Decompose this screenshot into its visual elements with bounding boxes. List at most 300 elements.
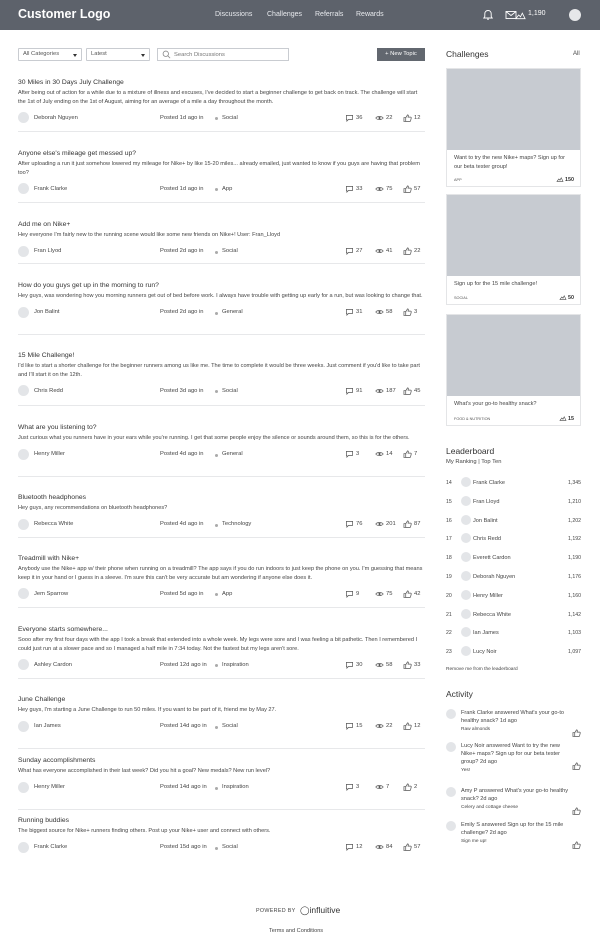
topic-author[interactable]: Jon Balint [34, 309, 60, 316]
category-dot [215, 593, 218, 596]
leaderboard-name[interactable]: Deborah Nguyen [473, 574, 516, 580]
comment-icon [345, 387, 354, 395]
topic-category[interactable]: Social [222, 844, 238, 851]
topic-category[interactable]: Social [222, 387, 238, 394]
search-icon [162, 50, 171, 59]
topic-excerpt: Sooo after my first four days with the app I took a break that extended into a whole week. My legs were sore and I was feeling a bit pathetic. Then I remembered I could just run at a slower pace and so I managed a half mile in 7:34 today. Not the fastest but my legs aren't sore. [18, 637, 418, 652]
activity-text[interactable] [461, 821, 575, 846]
topic-item[interactable] [18, 424, 425, 461]
chevron-down-icon [73, 54, 77, 57]
topic-author[interactable]: Ashley Cardon [34, 661, 73, 668]
view-count-value: 58 [386, 309, 393, 316]
sort-select-value: Latest [91, 51, 107, 57]
thumbs-up-icon [403, 308, 412, 316]
challenge-text: Want to try the new Nike+ maps? Sign up for our beta tester group! [454, 155, 565, 170]
user-points: 1,190 [528, 10, 546, 17]
avatar[interactable] [18, 112, 29, 123]
challenge-points-value: 150 [565, 177, 574, 183]
leaderboard-name[interactable]: Everett Cardon [473, 555, 511, 562]
leaderboard-tabs[interactable]: My Ranking | Top Ten [446, 459, 502, 465]
comment-icon [345, 722, 354, 730]
view-count-value: 14 [386, 451, 393, 458]
challenges-all-link[interactable]: All [573, 51, 580, 57]
topic-posted: Posted 14d ago in [160, 784, 207, 791]
activity-description: Lucy Noir answered Want to try the new Nike+ maps? Sign up for our beta tester group? 2d ago [461, 743, 561, 765]
comment-count[interactable] [356, 591, 359, 597]
topic-category[interactable]: General [222, 451, 243, 458]
eye-icon [375, 520, 384, 528]
terms-link[interactable]: Terms and Conditions [269, 928, 324, 934]
activity-text[interactable] [461, 787, 575, 812]
like-count[interactable] [414, 723, 420, 729]
category-dot [215, 390, 218, 393]
comment-count[interactable] [356, 115, 362, 121]
topic-meta [18, 112, 425, 124]
topic-posted: Posted 1d ago in [160, 114, 204, 121]
topic-item[interactable] [18, 696, 425, 733]
like-count-value: 87 [414, 521, 421, 528]
topic-item[interactable] [18, 221, 425, 258]
topic-author[interactable]: Jem Sparrow [34, 590, 69, 597]
leaderboard-rank: 17 [446, 536, 452, 543]
avatar[interactable] [18, 385, 29, 396]
nav-rewards[interactable]: Rewards [356, 11, 384, 18]
topic-title[interactable]: How do you guys get up in the morning to run? [18, 282, 159, 289]
points-icon [556, 176, 564, 182]
leaderboard-row[interactable] [446, 552, 581, 564]
leaderboard-score: 1,160 [568, 592, 581, 599]
topic-author[interactable]: Frank Clarke [34, 844, 68, 851]
topic-excerpt: The biggest source for Nike+ runners finding others. Post up your Nike+ user and connect with others. [18, 828, 271, 834]
topic-category[interactable]: Social [222, 248, 238, 255]
topic-category[interactable]: App [222, 185, 233, 192]
influitive-logo-text: influitive [309, 905, 341, 915]
topic-posted: Posted 3d ago in [160, 387, 204, 394]
topic-item[interactable] [18, 626, 425, 671]
leaderboard-rank: 21 [446, 611, 452, 618]
avatar[interactable] [18, 183, 29, 194]
view-count-value: 58 [386, 661, 393, 668]
thumbs-up-icon [403, 520, 412, 528]
like-count[interactable] [414, 662, 420, 668]
topic-category[interactable]: Inspiration [222, 784, 249, 791]
thumbs-up-icon [403, 722, 412, 730]
influitive-logo: ◯influitive [300, 905, 341, 915]
like-count-value: 22 [414, 248, 421, 255]
comment-count[interactable] [356, 451, 359, 457]
topic-author[interactable]: Fran Llyod [34, 248, 62, 255]
like-count[interactable] [414, 591, 420, 597]
topic-author[interactable]: Deborah Nguyen [34, 114, 78, 121]
chevron-down-icon [141, 54, 145, 57]
challenge-tag: FOOD & NUTRITION [454, 417, 491, 421]
view-count [386, 115, 392, 121]
avatar[interactable] [461, 552, 471, 562]
topic-title[interactable]: Everyone starts somewhere... [18, 626, 108, 633]
topic-posted: Posted 2d ago in [160, 309, 204, 316]
thumbs-up-icon [403, 843, 412, 851]
avatar[interactable] [18, 307, 29, 318]
view-count-value: 7 [386, 784, 390, 791]
topic-item[interactable] [18, 79, 425, 124]
topic-posted: Posted 14d ago in [160, 723, 207, 730]
topic-title[interactable]: 30 Miles in 30 Days July Challenge [18, 79, 124, 86]
comment-count[interactable] [356, 723, 362, 729]
comment-count[interactable] [356, 186, 362, 192]
search-input[interactable] [157, 48, 289, 61]
view-count-value: 22 [386, 723, 393, 730]
avatar[interactable] [446, 742, 456, 752]
challenge-tag: APP [454, 178, 462, 182]
topic-title[interactable]: What are you listening to? [18, 424, 97, 431]
topic-divider [18, 334, 425, 335]
category-dot [215, 726, 218, 729]
topic-title[interactable]: Treadmill with Nike+ [18, 555, 80, 562]
eye-icon [375, 661, 384, 669]
new-topic-button[interactable]: + New Topic [377, 48, 425, 61]
view-count [386, 186, 392, 192]
leaderboard-rank: 23 [446, 649, 452, 656]
leaderboard-rank: 22 [446, 630, 452, 637]
topic-author[interactable]: Chris Redd [34, 387, 63, 394]
view-count [386, 248, 392, 254]
topic-title[interactable]: Bluetooth headphones [18, 494, 87, 501]
topic-title[interactable]: Sunday accomplishments [18, 757, 96, 764]
leaderboard-score: 1,142 [568, 611, 581, 618]
leaderboard-name[interactable]: Jon Balint [473, 517, 498, 524]
leaderboard-row[interactable] [446, 571, 581, 583]
leaderboard-row[interactable] [446, 496, 581, 508]
avatar[interactable] [461, 477, 471, 487]
topic-author[interactable]: Rebecca White [34, 521, 74, 528]
comment-icon [345, 843, 354, 851]
challenge-text: What's your go-to healthy snack? [454, 401, 537, 407]
avatar[interactable] [18, 449, 29, 460]
activity-text[interactable] [461, 742, 575, 775]
leaderboard-name[interactable]: Chris Redd [473, 536, 501, 543]
comment-icon [345, 185, 354, 193]
eye-icon [375, 247, 384, 255]
like-count-value: 57 [414, 185, 421, 192]
avatar[interactable] [446, 787, 456, 797]
topic-divider [18, 263, 425, 264]
topic-title[interactable]: 15 Mile Challenge! [18, 352, 75, 359]
leaderboard-row[interactable] [446, 627, 581, 639]
challenge-image [447, 195, 580, 276]
leaderboard-row[interactable] [446, 515, 581, 527]
activity-heading: Activity [446, 689, 473, 699]
leaderboard-score: 1,176 [568, 574, 581, 580]
comment-count-value: 30 [356, 661, 363, 668]
topic-divider [18, 678, 425, 679]
challenge-points [556, 176, 574, 183]
like-count[interactable] [414, 248, 420, 254]
topic-meta [18, 183, 425, 195]
comment-count-value: 31 [356, 309, 363, 316]
topic-author[interactable]: Henry Miller [34, 784, 65, 791]
avatar[interactable] [18, 246, 29, 257]
comment-count-value: 27 [356, 248, 363, 255]
points-icon [559, 294, 567, 300]
like-count-value: 3 [414, 309, 418, 316]
leaderboard-rank: 16 [446, 517, 452, 524]
customer-logo[interactable]: Customer Logo [18, 7, 111, 21]
like-count[interactable] [414, 115, 420, 121]
comment-count[interactable] [356, 309, 362, 315]
topic-item[interactable] [18, 555, 425, 600]
thumbs-up-icon [403, 661, 412, 669]
avatar[interactable] [461, 627, 471, 637]
topic-excerpt: I'd like to start a shorter challenge for the beginner runners among us like me. The time to complete it would be three weeks. Just comment if you'd like to take part and I'll start it on the 12th. [18, 363, 420, 378]
like-count[interactable] [414, 388, 420, 394]
avatar[interactable] [18, 659, 29, 670]
topic-category[interactable]: Social [222, 114, 238, 121]
topic-excerpt: Hey everyone I'm fairly new to the running scene would like some new friends on Nike+! User: Fran_Lloyd [18, 232, 281, 238]
thumbs-up-icon[interactable] [572, 762, 581, 770]
like-count[interactable] [414, 844, 420, 850]
points-icon [515, 10, 526, 20]
topic-posted: Posted 5d ago in [160, 590, 204, 597]
avatar[interactable] [446, 821, 456, 831]
leaderboard-name[interactable]: Rebecca White [473, 611, 511, 618]
topic-title[interactable]: Running buddies [18, 817, 70, 824]
points-icon [559, 415, 567, 421]
comment-count-value: 91 [356, 387, 363, 394]
eye-icon [375, 185, 384, 193]
challenge-card[interactable] [446, 68, 581, 187]
topic-excerpt: Hey guys, was wondering how you morning runners get out of bed before work. I always have trouble with getting up early for a run, but was looking to change that. [18, 293, 423, 299]
challenge-image [447, 69, 580, 150]
comment-count-value: 15 [356, 723, 363, 730]
leaderboard-score: 1,210 [568, 498, 581, 505]
topic-posted: Posted 4d ago in [160, 521, 204, 528]
thumbs-up-icon [403, 450, 412, 458]
like-count[interactable] [414, 451, 417, 457]
topic-meta [18, 782, 425, 794]
comment-icon [345, 783, 354, 791]
eye-icon [375, 590, 384, 598]
view-count [386, 521, 396, 527]
comment-count-value: 33 [356, 185, 363, 192]
topic-category[interactable]: Technology [222, 521, 252, 528]
topic-item[interactable] [18, 352, 425, 397]
comment-icon [345, 590, 354, 598]
thumbs-up-icon [403, 387, 412, 395]
remove-from-leaderboard-link[interactable]: Remove me from the leaderboard [446, 667, 518, 672]
nav-discussions[interactable]: Discussions [215, 11, 253, 18]
like-count-value: 42 [414, 590, 421, 597]
view-count-value: 201 [386, 521, 396, 528]
topic-category[interactable]: App [222, 590, 233, 597]
leaderboard-row[interactable] [446, 609, 581, 621]
challenge-card[interactable] [446, 194, 581, 305]
topic-meta [18, 385, 425, 397]
leaderboard-row[interactable] [446, 590, 581, 602]
leaderboard-rank: 19 [446, 574, 452, 580]
topic-posted: Posted 12d ago in [160, 661, 207, 668]
leaderboard-name[interactable]: Fran Lloyd [473, 498, 500, 505]
eye-icon [375, 450, 384, 458]
avatar[interactable] [18, 519, 29, 530]
activity-answer: Yes! [461, 768, 471, 773]
view-count-value: 75 [386, 185, 393, 192]
topic-item[interactable] [18, 757, 425, 794]
like-count[interactable] [414, 784, 417, 790]
like-count-value: 45 [414, 387, 421, 394]
comment-count[interactable] [356, 662, 362, 668]
topic-item[interactable] [18, 282, 425, 319]
bell-icon[interactable] [482, 9, 494, 21]
leaderboard-name[interactable]: Ian James [473, 630, 499, 637]
topic-excerpt: After being out of action for a while due to a mixture of illness and excuses, I've decided to start a beginner challenge to get back on track. The challenge will start the 1st of July ending on the 1st of August, aiming for an average of a mile a day throughout the month. [18, 90, 418, 105]
topic-item[interactable] [18, 150, 425, 195]
comment-count-value: 3 [356, 784, 360, 791]
view-count [386, 451, 392, 457]
thumbs-up-icon [403, 783, 412, 791]
challenge-points [559, 415, 574, 422]
activity-text[interactable] [461, 709, 575, 734]
sort-select[interactable] [86, 48, 150, 61]
topic-divider [18, 202, 425, 203]
nav-referrals[interactable]: Referrals [315, 11, 344, 18]
topic-meta [18, 588, 425, 600]
topic-divider [18, 476, 425, 477]
avatar[interactable] [569, 9, 581, 21]
comment-icon [345, 450, 354, 458]
topic-item[interactable] [18, 494, 425, 531]
like-count-value: 57 [414, 844, 421, 851]
view-count-value: 22 [386, 114, 393, 121]
eye-icon [375, 114, 384, 122]
topic-divider [18, 537, 425, 538]
like-count-value: 12 [414, 723, 421, 730]
like-count[interactable] [414, 521, 420, 527]
topic-meta [18, 519, 425, 531]
eye-icon [375, 722, 384, 730]
avatar[interactable] [461, 515, 471, 525]
topic-category[interactable]: Inspiration [222, 661, 249, 668]
topic-title[interactable]: Anyone else's mileage get messed up? [18, 150, 137, 157]
topic-item[interactable] [18, 817, 425, 854]
view-count-value: 84 [386, 844, 393, 851]
category-dot [215, 664, 218, 667]
leaderboard-row[interactable] [446, 477, 581, 489]
view-count [386, 844, 392, 850]
view-count-value: 41 [386, 248, 393, 255]
activity-description: Amy P answered What's your go-to healthy snack? 2d ago [461, 788, 568, 802]
leaderboard-row[interactable] [446, 533, 581, 545]
challenge-points [559, 294, 574, 301]
topic-meta [18, 842, 425, 854]
topic-author[interactable]: Ian James [34, 723, 61, 730]
comment-count[interactable] [356, 844, 362, 850]
activity-answer: Raw almonds [461, 727, 491, 732]
avatar[interactable] [18, 842, 29, 853]
thumbs-up-icon[interactable] [572, 729, 581, 737]
leaderboard-score: 1,345 [568, 480, 581, 486]
topic-meta [18, 659, 425, 671]
eye-icon [375, 387, 384, 395]
leaderboard-rank: 18 [446, 555, 452, 562]
leaderboard-score: 1,192 [568, 536, 581, 543]
leaderboard-row[interactable] [446, 646, 581, 658]
activity-description: Emily S answered Sign up for the 15 mile challenge? 2d ago [461, 822, 564, 836]
avatar[interactable] [18, 588, 29, 599]
activity-description: Frank Clarke answered What's your go-to healthy snack? 1d ago [461, 710, 565, 724]
category-dot [215, 188, 218, 191]
view-count-value: 75 [386, 590, 393, 597]
comment-icon [345, 247, 354, 255]
topic-divider [18, 131, 425, 132]
topic-author[interactable]: Frank Clarke [34, 185, 68, 192]
avatar[interactable] [461, 609, 471, 619]
avatar[interactable] [461, 533, 471, 543]
thumbs-up-icon [403, 185, 412, 193]
comment-icon [345, 661, 354, 669]
avatar[interactable] [461, 496, 471, 506]
thumbs-up-icon[interactable] [572, 807, 581, 815]
category-dot [215, 312, 218, 315]
comment-count[interactable] [356, 784, 359, 790]
comment-count[interactable] [356, 388, 362, 394]
comment-count[interactable] [356, 248, 362, 254]
topic-author[interactable]: Henry Miller [34, 451, 65, 458]
leaderboard-name[interactable]: Frank Clarke [473, 480, 506, 486]
comment-count-value: 9 [356, 590, 360, 597]
view-count [386, 388, 396, 394]
comment-count-value: 36 [356, 114, 363, 121]
topic-category[interactable]: General [222, 309, 243, 316]
leaderboard-name[interactable]: Henry Miller [473, 592, 503, 599]
category-select[interactable] [18, 48, 82, 61]
topic-title[interactable]: Add me on Nike+ [18, 221, 71, 228]
topic-excerpt: Hey guys, I'm starting a June Challenge to run 50 miles. If you want to be part of it, friend me by May 27. [18, 707, 277, 713]
topic-category[interactable]: Social [222, 723, 238, 730]
like-count[interactable] [414, 309, 417, 315]
activity-answer: Sign me up! [461, 839, 487, 844]
avatar[interactable] [18, 782, 29, 793]
comment-count-value: 76 [356, 521, 363, 528]
avatar[interactable] [461, 571, 471, 581]
thumbs-up-icon [403, 114, 412, 122]
nav-challenges[interactable]: Challenges [267, 11, 303, 18]
like-count[interactable] [414, 186, 420, 192]
avatar[interactable] [446, 709, 456, 719]
category-dot [215, 524, 218, 527]
avatar[interactable] [461, 646, 471, 656]
leaderboard-rank: 14 [446, 480, 452, 486]
comment-icon [345, 114, 354, 122]
comment-count[interactable] [356, 521, 362, 527]
view-count [386, 591, 392, 597]
comment-icon [345, 520, 354, 528]
category-select-value: All Categories [23, 51, 60, 57]
leaderboard-name[interactable]: Lucy Noir [473, 649, 497, 656]
avatar[interactable] [461, 590, 471, 600]
topic-title[interactable]: June Challenge [18, 696, 66, 703]
challenges-heading: Challenges [446, 49, 489, 59]
topic-divider [18, 607, 425, 608]
category-dot [215, 251, 218, 254]
thumbs-up-icon [403, 590, 412, 598]
challenge-card[interactable] [446, 314, 581, 426]
challenge-points-value: 15 [568, 416, 574, 422]
comment-count-value: 3 [356, 451, 360, 458]
like-count-value: 7 [414, 451, 418, 458]
eye-icon [375, 843, 384, 851]
avatar[interactable] [18, 721, 29, 732]
thumbs-up-icon[interactable] [572, 841, 581, 849]
